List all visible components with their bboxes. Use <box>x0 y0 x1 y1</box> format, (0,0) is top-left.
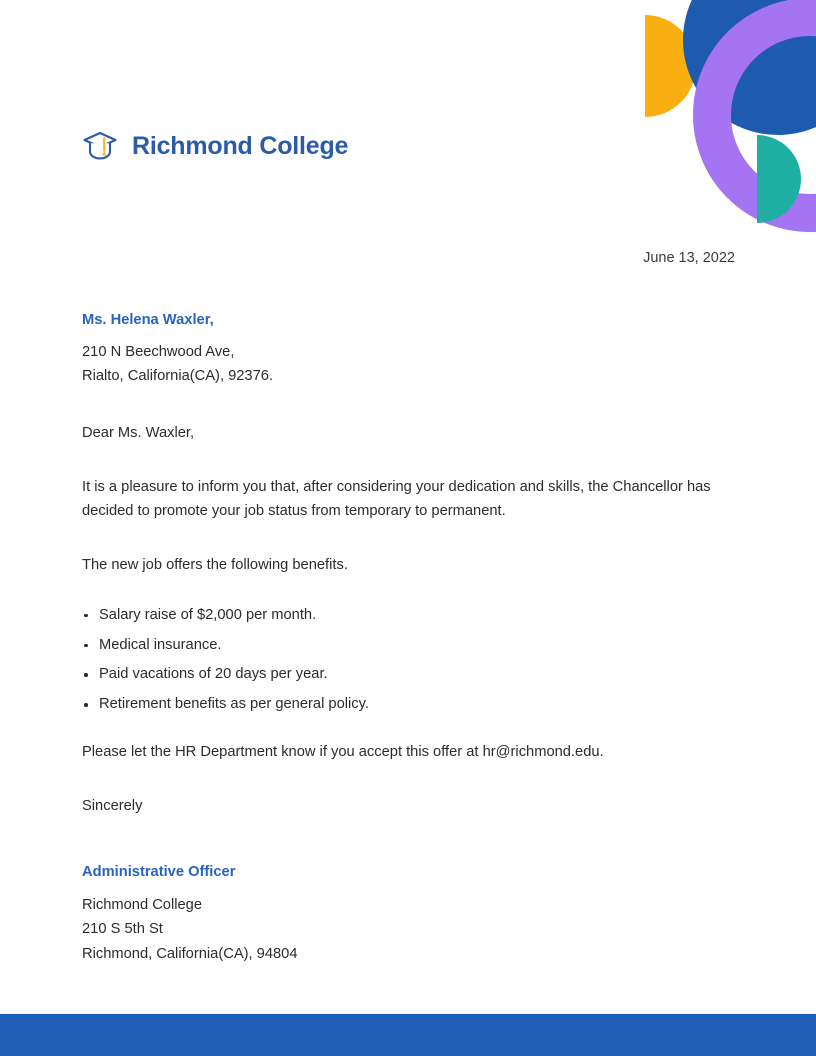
recipient-address-line-1: 210 N Beechwood Ave, <box>82 343 235 360</box>
list-item: Paid vacations of 20 days per year. <box>82 663 742 687</box>
recipient-name: Ms. Helena Waxler, <box>82 312 214 328</box>
brand-logo <box>80 126 348 166</box>
list-item: Retirement benefits as per general policy. <box>82 693 742 717</box>
signoff: Sincerely <box>82 797 143 814</box>
benefits-list <box>82 604 742 717</box>
blue-circle-shape <box>683 0 816 135</box>
brand-name: Richmond College <box>132 131 349 160</box>
salutation: Dear Ms. Waxler, <box>82 425 195 442</box>
graduation-cap-icon <box>80 126 120 166</box>
list-item: Medical insurance. <box>82 634 742 658</box>
signature-title: Administrative Officer <box>82 863 236 880</box>
decorative-shapes <box>516 0 816 260</box>
body-paragraph-3: Please let the HR Department know if you accept this offer at hr@richmond.edu. <box>82 743 604 760</box>
body-paragraph-2: The new job offers the following benefits. <box>82 556 348 573</box>
list-item: Salary raise of $2,000 per month. <box>82 604 742 628</box>
signature-street: 210 S 5th St <box>82 921 163 938</box>
signature-city-state-zip: Richmond, California(CA), 94804 <box>82 945 298 962</box>
teal-half-circle-shape <box>757 135 801 223</box>
orange-half-circle-shape <box>645 15 696 117</box>
letter-body <box>82 309 742 966</box>
recipient-address-line-2: Rialto, California(CA), 92376. <box>82 367 274 384</box>
letter-date: June 13, 2022 <box>643 250 735 266</box>
footer-bar <box>0 1014 816 1056</box>
signature-organization: Richmond College <box>82 897 203 914</box>
body-paragraph-1: It is a pleasure to inform you that, after considering your dedication and skills, the Chancellor has decided to promote your job status from temporary to permanent. <box>82 479 711 520</box>
purple-ring-shape <box>712 17 816 213</box>
signature-block <box>82 861 742 966</box>
